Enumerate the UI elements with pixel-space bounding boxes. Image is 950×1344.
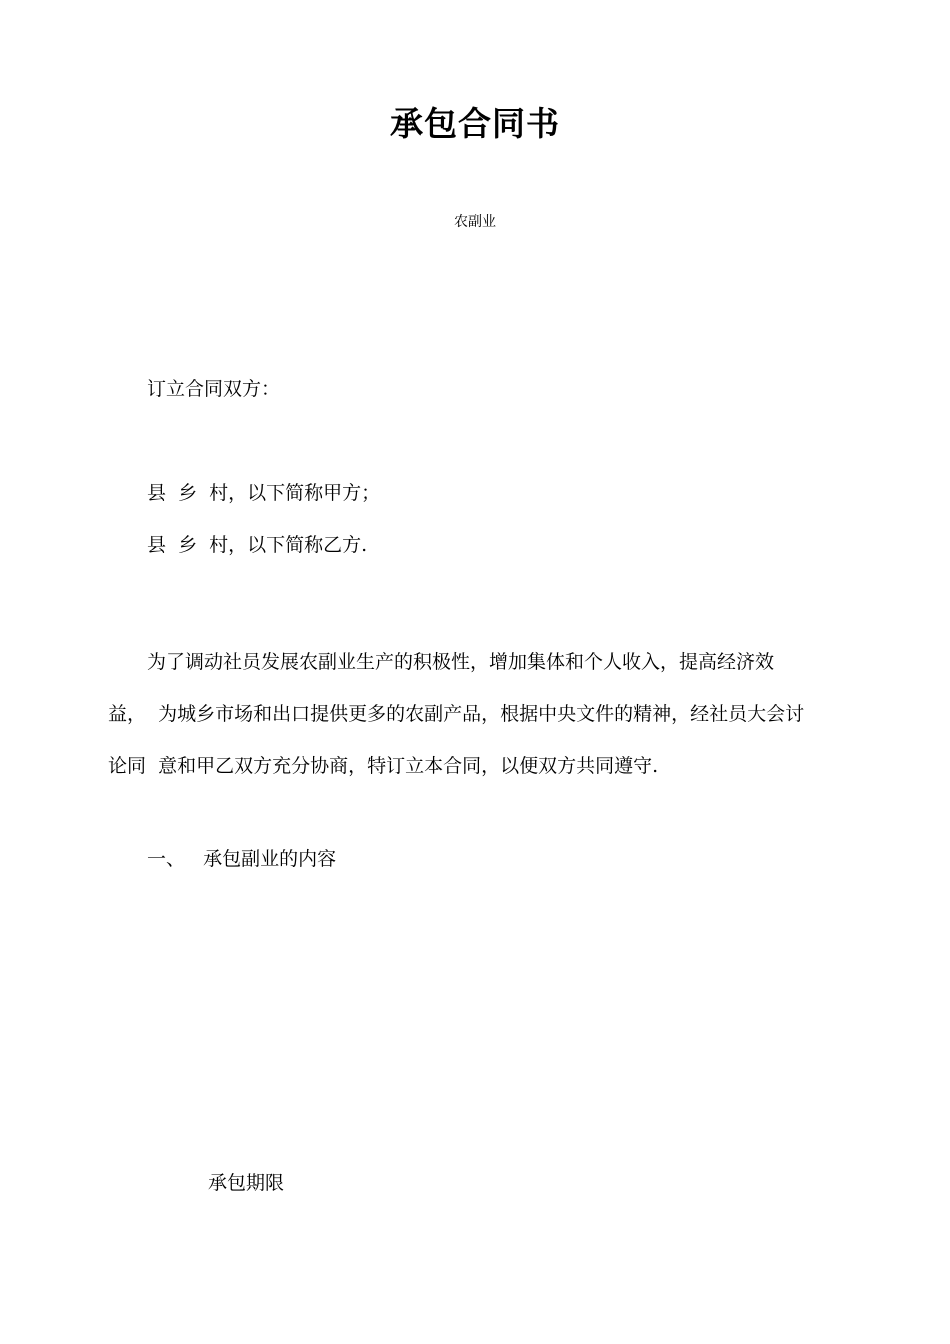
document-subtitle: 农副业	[454, 214, 496, 230]
section-heading-content: 一、 承包副业的内容	[147, 848, 337, 870]
party-b-line: 县 乡 村，以下简称乙方.	[147, 534, 368, 556]
party-a-line: 县 乡 村，以下简称甲方；	[147, 482, 381, 504]
section-heading-term: 承包期限	[208, 1172, 285, 1194]
preamble-paragraph	[108, 636, 850, 792]
parties-heading: 订立合同双方：	[147, 378, 281, 400]
preamble-line: 论同 意和甲乙双方充分协商，特订立本合同，以便双方共同遵守.	[108, 755, 659, 777]
document-title: 承包合同书	[390, 104, 560, 143]
preamble-line: 益， 为城乡市场和出口提供更多的农副产品，根据中央文件的精神，经社员大会讨	[108, 703, 805, 725]
preamble-line: 为了调动社员发展农副业生产的积极性，增加集体和个人收入，提高经济效	[147, 651, 775, 673]
